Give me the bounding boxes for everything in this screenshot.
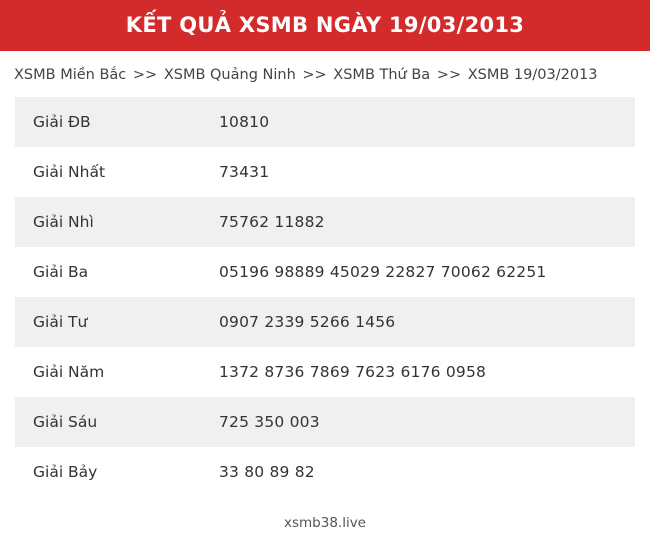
breadcrumb-separator: >> [436,67,462,83]
prize-label: Giải Tư [15,297,215,347]
prize-label: Giải Sáu [15,397,215,447]
prize-numbers: 73431 [219,163,270,181]
prize-label: Giải Nhì [15,197,215,247]
prize-numbers: 05196 98889 45029 22827 70062 62251 [219,263,547,281]
prize-label: Giải Ba [33,263,89,281]
breadcrumb-item-weekday[interactable]: XSMB Thứ Ba [333,67,431,83]
page-title: KẾT QUẢ XSMB NGÀY 19/03/2013 [0,0,650,51]
breadcrumb [0,51,650,97]
table-row [15,447,635,497]
breadcrumb-separator: >> [132,67,158,83]
prize-numbers: 33 80 89 82 [219,463,315,481]
table-row [15,147,635,197]
prize-numbers: 75762 11882 [215,197,635,247]
table-row [15,97,635,147]
breadcrumb-item-date[interactable]: XSMB 19/03/2013 [467,67,598,83]
table-row [15,347,635,397]
prize-label: Giải Bảy [33,463,98,481]
prize-numbers: 1372 8736 7869 7623 6176 0958 [219,363,487,381]
breadcrumb-item-region[interactable]: XSMB Miền Bắc [14,67,127,83]
prize-numbers: 0907 2339 5266 1456 [215,297,635,347]
prize-label: Giải Năm [33,363,105,381]
table-row [15,297,635,347]
table-row [15,197,635,247]
table-row [15,397,635,447]
lottery-results-table [15,97,635,497]
breadcrumb-separator: >> [302,67,327,83]
site-footer: xsmb38.live [283,515,366,531]
prize-label: Giải ĐB [15,97,215,147]
prize-numbers: 725 350 003 [215,397,635,447]
breadcrumb-item-province[interactable]: XSMB Quảng Ninh [163,67,296,83]
prize-label: Giải Nhất [33,163,106,181]
prize-numbers: 10810 [215,97,635,147]
table-row [15,247,635,297]
